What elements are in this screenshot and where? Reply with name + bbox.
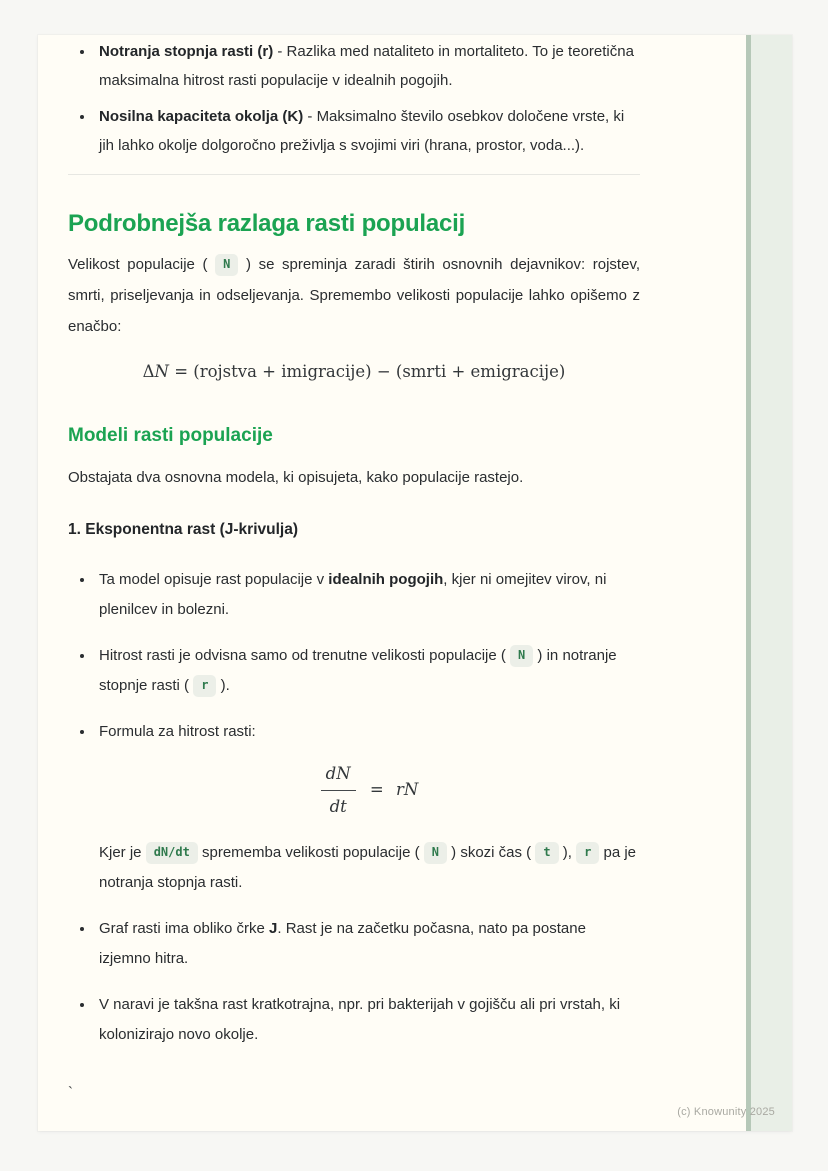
list-item-text: Nosilna kapaciteta okolja (K) - Maksimalno število osebkov določene vrste, ki jih lahko okolje dolgoročno preživlja s svojimi viri (hrana, prostor, voda...). [99,108,625,154]
inline-code-badge: N [215,254,238,276]
inline-code-badge: r [193,675,216,697]
formula-note-text: Kjer je dN/dt sprememba velikosti populacije ( N ) skozi čas ( t ), r pa je notranja stopnja rasti. [99,844,637,891]
model-heading: 1. Eksponentna rast (J-krivulja) [68,521,298,538]
subsection-title: Modeli rasti populacije [68,425,273,446]
bold-text: Notranja stopnja rasti (r) [99,43,274,60]
formula-rhs: rN [396,780,419,799]
list-item [95,990,640,1050]
list-item [95,37,640,95]
document-content [68,35,640,1108]
formula-note [99,838,640,898]
fraction [321,759,356,822]
list-item [95,914,640,974]
inline-code-badge: r [576,842,599,864]
bold-text: Nosilna kapaciteta okolja (K) [99,108,304,125]
inline-code-badge: t [535,842,558,864]
math-variable: N [154,362,169,381]
math-rest: = (rojstva + imigracije) − (smrti + emigracije) [168,362,566,381]
section-title: Podrobnejša razlaga rasti populacij [68,210,466,237]
divider [68,174,640,175]
list-item-text: V naravi je takšna rast kratkotrajna, npr. pri bakterijah v gojišču ali pri vrstah, ki kolonizirajo novo okolje. [99,996,621,1043]
accent-strip-fill [751,35,792,1131]
list-item [95,565,640,625]
model-list [68,565,640,1050]
list-item [95,717,640,898]
list-item [95,641,640,701]
footer-copyright: (c) Knowunity 2025 [677,1106,775,1118]
math-symbol: Δ [142,362,155,381]
list-item-text: Formula za hitrost rasti: [99,723,256,740]
intro-list [68,37,640,160]
lead-paragraph: Obstajata dva osnovna modela, ki opisujeta, kako populacije rastejo. [68,469,524,486]
document-card [38,35,792,1131]
inline-code-badge: dN/dt [146,842,198,864]
accent-strip [746,35,792,1131]
fraction-denominator: dt [329,797,347,816]
bold-text: J [269,920,278,937]
inline-code-badge: N [510,645,533,667]
list-item-text: Ta model opisuje rast populacije v idealnih pogojih, kjer ni omejitev virov, ni plenilcev in bolezni. [99,571,607,618]
equals-sign: = [369,780,384,799]
list-item [95,102,640,160]
list-item-text: Notranja stopnja rasti (r) - Razlika med nataliteto in mortaliteto. To je teoretična maksimalna hitrost rasti populacije v idealnih pogojih. [99,43,634,89]
list-item-text: Hitrost rasti je odvisna samo od trenutne velikosti populacije ( N ) in notranje stopnje rasti ( r ). [99,647,617,694]
bold-text: idealnih pogojih [328,571,444,588]
fraction-numerator: dN [321,759,356,791]
inline-code-badge: N [424,842,447,864]
math-equation-growth [99,759,640,822]
list-item-text: Graf rasti ima obliko črke J. Rast je na začetku počasna, nato pa postane izjemno hitra. [99,920,586,967]
paragraph [68,249,640,342]
stray-backtick: ` [68,1084,73,1101]
paragraph-text: Velikost populacije ( N ) se spreminja zaradi štirih osnovnih dejavnikov: rojstev, smrti, priseljevanja in odseljevanja. Spremembo velikosti populacije lahko opišemo z enačbo: [68,256,640,335]
math-equation-delta [68,362,640,381]
